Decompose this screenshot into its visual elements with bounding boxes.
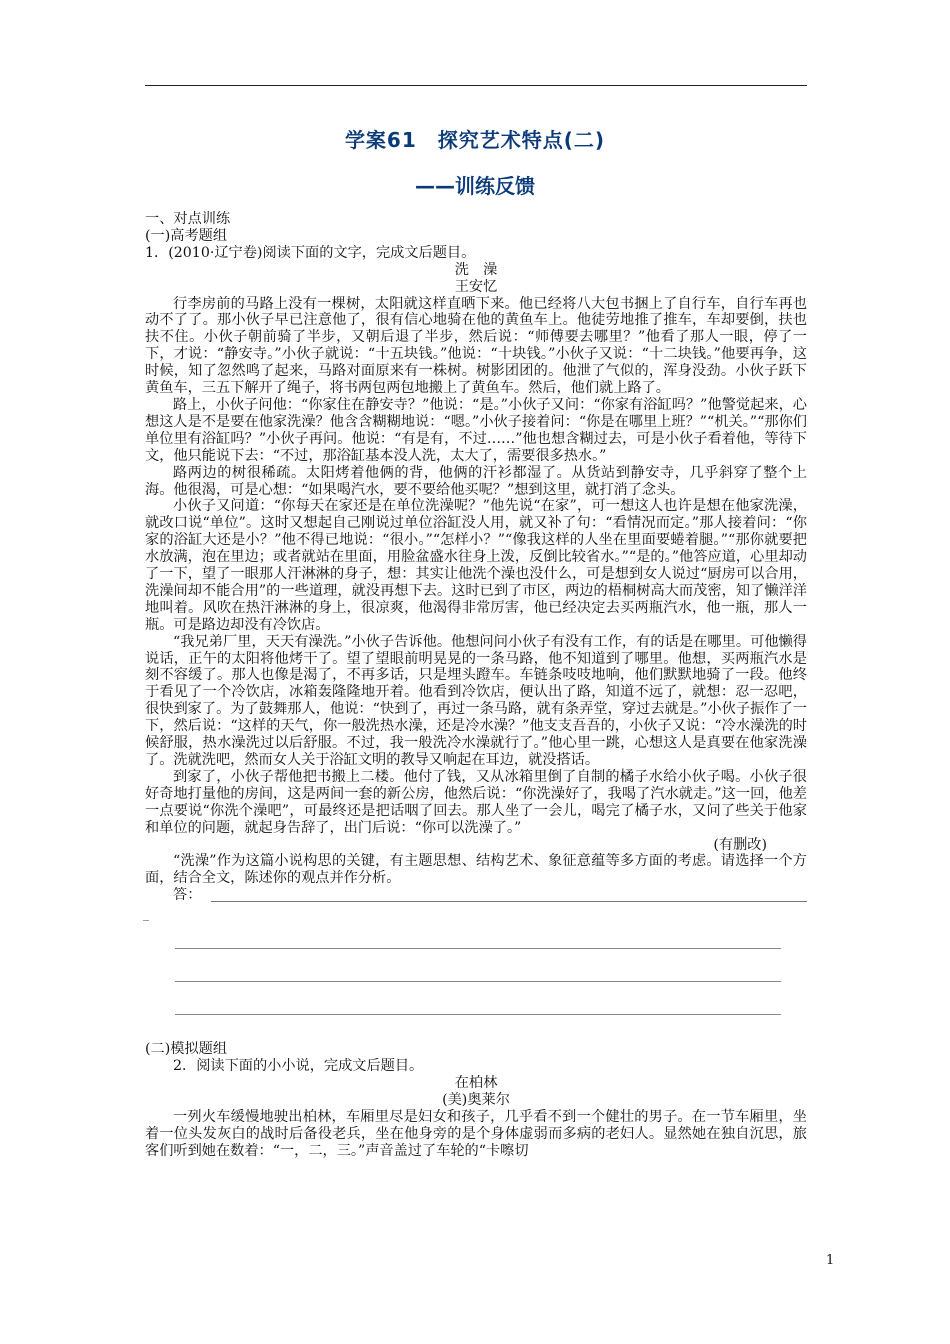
story-1-author: 王安忆 (454, 278, 498, 295)
answer-blank-line[interactable] (145, 961, 807, 994)
answer-label: 答： (173, 887, 202, 904)
story-1-paragraph: 行李房前的马路上没有一棵树，太阳就这样直晒下来。他已经将八大包书捆上了自行车，自行车再也动不了了。那小伙子早已注意他了，很有信心地骑在他的黄鱼车上。他徒劳地推了推车，车却要倒，扶也扶不住。小伙子朝前骑了半步，又朝后退了半步，然后说：“师傅要去哪里？”他看了那人一眼，停了一下，才说：“静安寺。”小伙子就说：“十五块钱。”他说：“十块钱。”小伙子又说：“十二块钱。”他要再争，这时候，知了忽然鸣了起来，马路对面原来有一株树。树影团团的。他泄了气似的，浑身没劲。小伙子跃下黄鱼车，三五下解开了绳子，将书两包两包地搬上了黄鱼车。然后，他们就上路了。 (145, 295, 807, 397)
answer-row (145, 887, 807, 904)
story-2-author: (美)奥莱尔 (442, 1091, 510, 1108)
story-1-paragraph: 到家了，小伙子帮他把书搬上二楼。他付了钱，又从冰箱里倒了自制的橘子水给小伙子喝。小伙子很好奇地打量他的房间，这是两间一套的新公房，他然后说：“你洗澡好了，我喝了汽水就走。”这一回，他差一点要说“你洗个澡吧”，可最终还是把话咽了回去。那人坐了一会儿，喝完了橘子水，又问了些关于他家和单位的问题，就起身告辞了，出门后说：“你可以洗澡了。” (145, 768, 807, 836)
answer-line[interactable] (211, 901, 807, 902)
story-2-title: 在柏林 (454, 1075, 498, 1092)
answer-continuation: _ (143, 907, 149, 922)
story-1-paragraph: 小伙子又问道：“你每天在家还是在单位洗澡呢？”他先说“在家”，可一想这人也许是想在他家洗澡，就改口说“单位”。这时又想起自己刚说过单位浴缸没人用，就又补了句：“看情况而定。”那人接着问：“你家的浴缸大还是小？”他不得已地说：“很小。”“怎样小？”“像我这样的人坐在里面要蜷着腿。”“那你就要把水放满，泡在里边；或者就站在里面，用脸盆盛水往身上泼，反倒比较省水。”“是的。”他答应道，心里却动了一下，望了一眼那人汗淋淋的身子，想：其实让他洗个澡也没什么，可是想到女人说过“厨房可以合用，洗澡间却不能合用”的一些道理，就没再想下去。这时已到了市区，两边的梧桐树高大而茂密，知了懒洋洋地叫着。风吹在热汗淋淋的身上，很凉爽，他渴得非常厉害，他已经决定去买两瓶汽水，他一瓶，那人一瓶。可是路边却没有冷饮店。 (145, 498, 807, 633)
story-1-paragraph: “我兄弟厂里，天天有澡洗。”小伙子告诉他。他想问问小伙子有没有工作，有的话是在哪里。可他懒得说话，正午的太阳将他烤干了。望了望眼前明晃晃的一条马路，他不知道到了哪里。他想，买两瓶汽水是刻不容缓了。那人也像是渴了，不再多话，只是埋头蹬车。车链条吱吱地响，他们默默地骑了一段。他终于看见了一个冷饮店，冰箱轰隆隆地开着。他看到冷饮店，便认出了路，知道不远了，就想：忍一忍吧，很快到家了。为了鼓舞那人，他说：“快到了，再过一条马路，就有条弄堂，穿过去就是。”小伙子振作了一下，然后说：“这样的天气，你一般洗热水澡，还是冷水澡？”他支支吾吾的，小伙子又说：“冷水澡洗的时候舒服，热水澡洗过以后舒服。不过，我一般洗冷水澡就行了。”他心里一跳，心想这人是真要在他家洗澡了。洗就洗吧，然而女人关于浴缸文明的教导又响起在耳边，就没搭话。 (145, 633, 807, 768)
answer-blank-line[interactable] (145, 928, 807, 961)
answer-blank-line[interactable] (145, 994, 807, 1027)
group-heading-1: (一)高考题组 (145, 227, 228, 244)
story-1-title: 洗 澡 (454, 261, 498, 278)
page-subtitle: ——训练反馈 (415, 174, 535, 198)
source-note: (有删改) (713, 836, 767, 853)
story-2-paragraph: 一列火车缓慢地驶出柏林，车厢里尽是妇女和孩子，几乎看不到一个健壮的男子。在一节车厢里，坐着一位头发灰白的战时后备役老兵，坐在他身旁的是个身体虚弱而多病的老妇人。显然她在独自沉思，旅客们听到她在数着：“一，二，三。”声音盖过了车轮的“卡嚓切 (145, 1108, 807, 1159)
group-heading-2: (二)模拟题组 (145, 1041, 228, 1058)
question-2-intro: 2．阅读下面的小小说，完成文后题目。 (173, 1058, 424, 1075)
document-body (145, 211, 807, 1160)
question-1-text: “洗澡”作为这篇小说构思的关键，有主题思想、结构艺术、象征意蕴等多方面的考虑。请选择一个方面，结合全文，陈述你的观点并作分析。 (145, 853, 807, 887)
section-heading: 一、对点训练 (145, 211, 231, 227)
page-number: 1 (826, 1253, 835, 1268)
page-title: 学案61 探究艺术特点(二) (344, 128, 606, 152)
story-1-paragraph: 路两边的树很稀疏。太阳烤着他俩的背，他俩的汗衫都湿了。从货站到静安寺，几乎斜穿了整个上海。他很渴，可是心想：“如果喝汽水，要不要给他买呢？”想到这里，就打消了念头。 (145, 464, 807, 498)
story-1-paragraph: 路上，小伙子问他：“你家住在静安寺？”他说：“是。”小伙子又问：“你家有浴缸吗？”他警觉起来，心想这人是不是要在他家洗澡？他含含糊糊地说：“嗯。”小伙子接着问：“你是在哪里上班？”“机关。”“那你们单位里有浴缸吗？”小伙子再问。他说：“有是有，不过……”他也想含糊过去，可是小伙子看着他，等待下文，他只能说下去：“不过，那浴缸基本没人洗，太大了，需要很多热水。” (145, 396, 807, 464)
header-rule (145, 85, 807, 86)
question-1-intro: 1．(2010·辽宁卷)阅读下面的文字，完成文后题目。 (145, 244, 476, 261)
